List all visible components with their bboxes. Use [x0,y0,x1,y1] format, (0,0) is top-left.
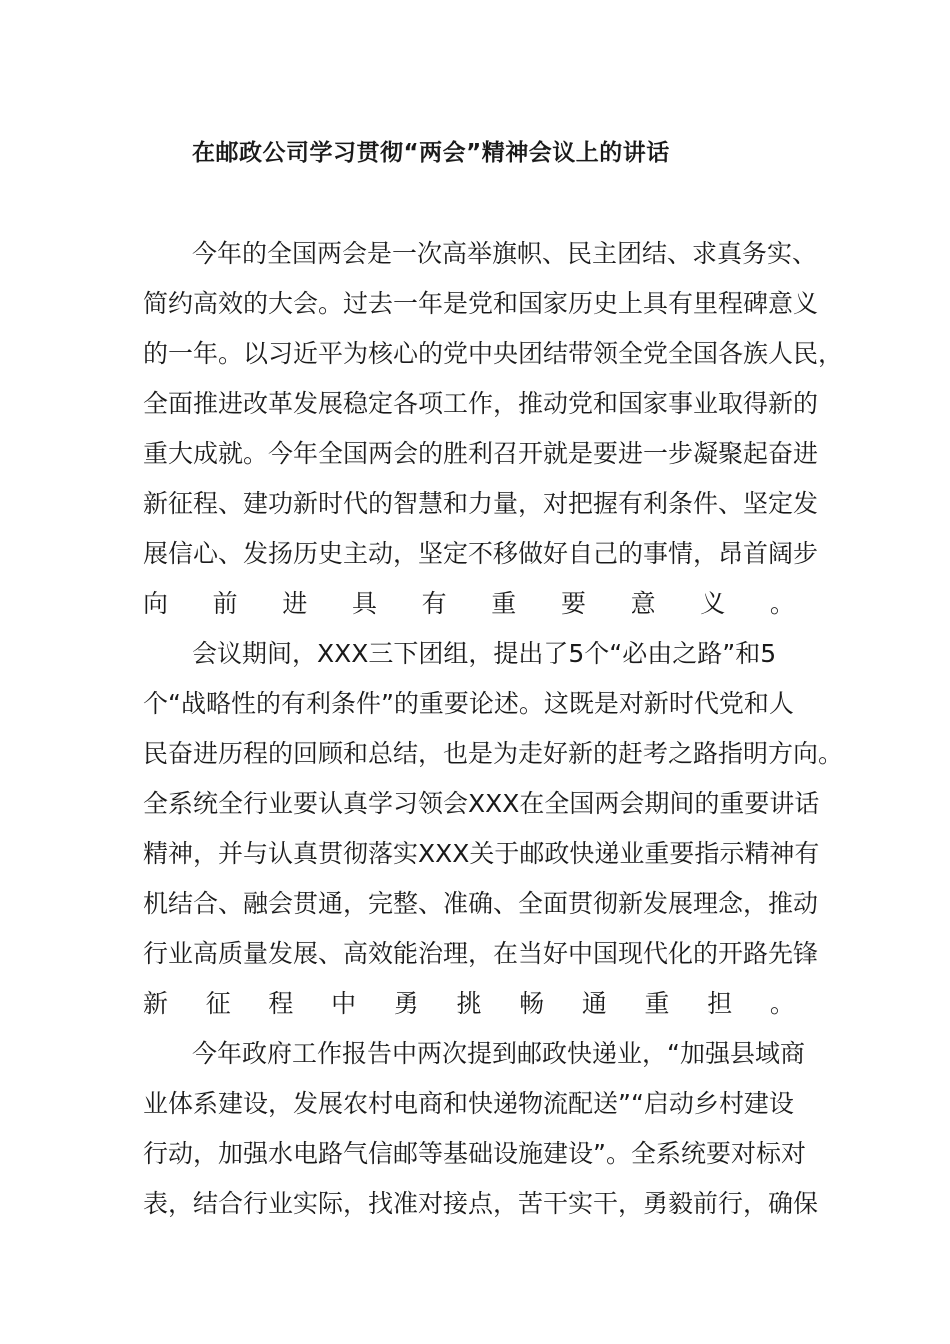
text-char: 具 [351,589,377,618]
text-char: 征 [205,989,231,1018]
text-line-justified [143,584,795,620]
text-char: 重 [491,589,517,618]
text-line: 业体系建设，发展农村电商和快递物流配送”“启动乡村建设 [143,1089,794,1118]
text-char: 进 [282,589,308,618]
text-char: 向 [143,589,169,618]
text-line: 今年政府工作报告中两次提到邮政快递业，“加强县域商 [192,1039,805,1068]
text-line: 个“战略性的有利条件”的重要论述。这既是对新时代党和人 [143,689,794,718]
text-line: 简约高效的大会。过去一年是党和国家历史上具有里程碑意义 [143,289,819,318]
text-line: 民奋进历程的回顾和总结，也是为走好新的赶考之路指明方向。 [143,739,844,768]
text-char: 勇 [393,989,419,1018]
text-line: 全面推进改革发展稳定各项工作，推动党和国家事业取得新的 [143,389,819,418]
text-line: 精神，并与认真贯彻落实XXX关于邮政快递业重要指示精神有 [143,839,820,868]
text-line: 的一年。以习近平为核心的党中央团结带领全党全国各族人民， [143,339,844,368]
text-char: 通 [581,989,607,1018]
document-title: 在邮政公司学习贯彻“两会”精神会议上的讲话 [192,140,670,166]
text-line: 表，结合行业实际，找准对接点，苦干实干，勇毅前行，确保 [143,1189,819,1218]
text-char: 重 [644,989,670,1018]
text-line: 会议期间，XXX三下团组，提出了5个“必由之路”和5 [192,639,777,668]
text-char: 挑 [456,989,482,1018]
text-line: 重大成就。今年全国两会的胜利召开就是要进一步凝聚起奋进 [143,439,819,468]
text-line: 行动，加强水电路气信邮等基础设施建设”。全系统要对标对 [143,1139,806,1168]
text-line: 新征程、建功新时代的智慧和力量，对把握有利条件、坚定发 [143,489,819,518]
text-char: 意 [630,589,656,618]
text-char: 义 [700,589,726,618]
text-char: 。 [769,989,795,1018]
text-char: 新 [143,989,169,1018]
text-char: 前 [212,589,238,618]
text-char: 有 [421,589,447,618]
text-char: 中 [331,989,357,1018]
text-line: 全系统全行业要认真学习领会XXX在全国两会期间的重要讲话 [143,789,820,818]
text-line: 展信心、发扬历史主动，坚定不移做好自己的事情，昂首阔步 [143,539,819,568]
text-line: 行业高质量发展、高效能治理，在当好中国现代化的开路先锋 [143,939,819,968]
text-line-justified [143,984,795,1020]
text-char: 程 [268,989,294,1018]
text-line: 机结合、融会贯通，完整、准确、全面贯彻新发展理念，推动 [143,889,819,918]
text-char: 担 [707,989,733,1018]
text-line: 今年的全国两会是一次高举旗帜、民主团结、求真务实、 [192,239,818,268]
text-char: 要 [560,589,586,618]
text-char: 。 [769,589,795,618]
text-char: 畅 [519,989,545,1018]
